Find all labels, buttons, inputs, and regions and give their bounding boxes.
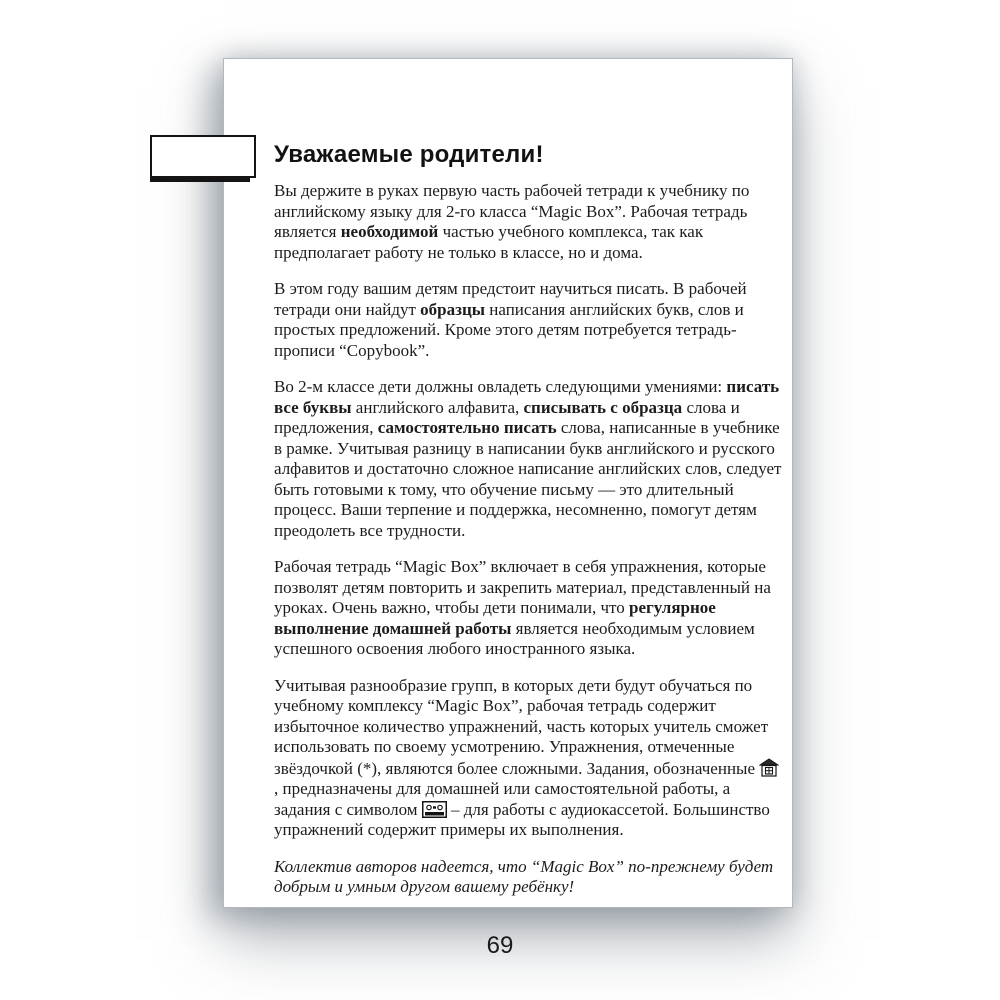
paragraph — [274, 181, 787, 263]
page-title: Уважаемые родители! — [274, 141, 544, 168]
body-text: В этом году вашим детям предстоит научиться писать. В рабочей тетради они найдут — [274, 279, 747, 319]
body-text: Вы держите в руках первую часть рабочей тетради к учебнику по английскому языку для 2-го класса “Magic Box”. Рабочая тетрадь является — [274, 181, 750, 241]
paragraph — [274, 676, 787, 841]
body-text: является необходимым условием успешного освоения любого иностранного языка. — [274, 618, 755, 658]
paragraph — [274, 377, 787, 541]
paragraph — [274, 279, 787, 361]
body-text: Коллектив авторов надеется, что “Magic Box” по-прежнему будет добрым и умным другом вашему ребёнку! — [274, 856, 774, 896]
body-text: Во 2-м классе дети должны овладеть следующими умениями: — [274, 377, 727, 396]
emphasized-text: писать все буквы — [274, 377, 780, 417]
emphasized-text: необходимой — [340, 222, 439, 241]
body-text: Учитывая разнообразие групп, в которых дети будут обучаться по учебному комплексу “Magic Box”, рабочая тетрадь содержит избыточное количество упражнений, часть которых учитель сможет использовать по своему усмотрению. Упражнения, отмеченные звёздочкой (*), являются более сложными. Задания, обозначенные — [274, 675, 769, 778]
cassette-icon — [422, 801, 447, 818]
emphasized-text: самостоятельно писать — [377, 418, 557, 437]
body-text: английского алфавита, — [351, 397, 524, 417]
body-paragraphs — [274, 181, 787, 898]
paragraph — [274, 557, 787, 660]
body-text: Рабочая тетрадь “Magic Box” включает в себя упражнения, которые позволят детям повторить и закрепить материал, представленный на уроках. Очень важно, чтобы дети понимали, что — [274, 557, 771, 617]
emphasized-text: регулярное выполнение домашней работы — [274, 598, 716, 638]
house-icon — [759, 758, 779, 777]
body-text: , предназначены для домашней или самостоятельной работы, а задания с символом — [274, 779, 731, 819]
page-content — [224, 59, 792, 898]
emphasized-text: образцы — [420, 299, 486, 319]
body-text: частью учебного комплекса, так как предполагает работу не только в классе, но и дома. — [274, 222, 704, 262]
body-text: – для работы с аудиокассетой. Большинство упражнений содержит примеры их выполнения. — [274, 799, 770, 839]
body-text: написания английских букв, слов и простых предложений. Кроме этого детям потребуется тетрадь-прописи “Copybook”. — [274, 299, 744, 360]
page-number: 69 — [486, 932, 514, 959]
body-text: слова и предложения, — [274, 397, 740, 437]
paragraph — [274, 857, 787, 898]
emphasized-text: списывать с образца — [523, 397, 683, 417]
body-text: слова, написанные в учебнике в рамке. Учитывая разницу в написании букв английского и русского алфавитов и достаточно сложное написание английских слов, следует быть готовыми к тому, что обучение письму — это длительный процесс. Ваши терпение и поддержка, несомненно, помогут детям преодолеть все трудности. — [274, 418, 782, 540]
book-page — [223, 58, 793, 908]
